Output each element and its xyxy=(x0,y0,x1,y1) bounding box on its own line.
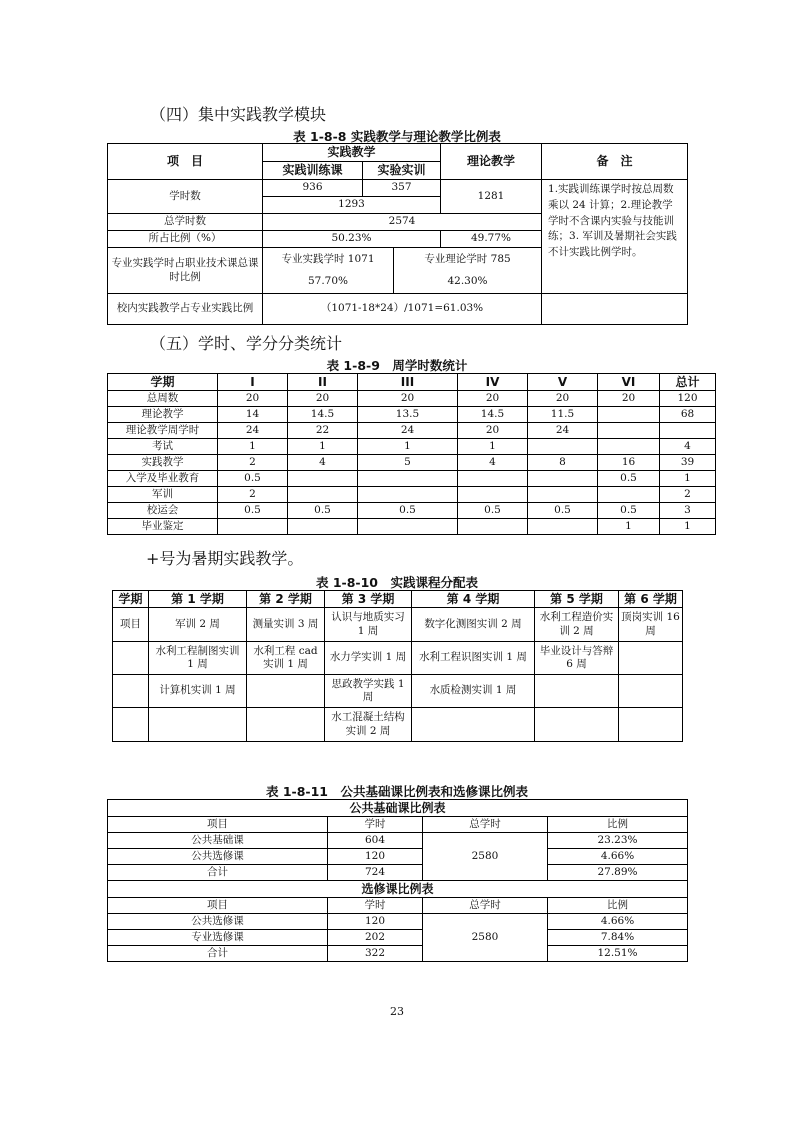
course-cell xyxy=(535,675,619,708)
table-1-8-9-body xyxy=(108,374,716,535)
p1-r3-ratio: 27.89% xyxy=(548,865,688,881)
data-cell xyxy=(288,519,358,535)
course-cell: 毕业设计与答辩 6 周 xyxy=(535,642,619,675)
data-cell: 0.5 xyxy=(218,471,288,487)
data-cell: 20 xyxy=(598,391,660,407)
table-1-8-10-row xyxy=(113,708,683,742)
course-cell xyxy=(619,642,683,675)
course-cell: 数字化测图实训 2 周 xyxy=(412,608,535,642)
data-cell xyxy=(598,487,660,503)
data-cell xyxy=(458,487,528,503)
data-cell xyxy=(458,471,528,487)
p2-total: 2580 xyxy=(423,914,548,962)
data-cell: 0.5 xyxy=(218,503,288,519)
section4-heading: （四）集中实践教学模块 xyxy=(150,105,327,124)
table-1-8-9-row xyxy=(108,471,716,487)
p1-r1-item: 公共基础课 xyxy=(108,833,328,849)
table-1-8-9-row xyxy=(108,391,716,407)
table-1-8-10-body xyxy=(113,591,683,742)
table-1-8-9-row xyxy=(108,455,716,471)
col-total-2: 总学时 xyxy=(423,898,548,914)
row-label xyxy=(113,708,149,742)
row-campus-label: 校内实践教学占专业实践比例 xyxy=(108,294,263,325)
data-cell xyxy=(528,439,598,455)
page-number: 23 xyxy=(390,1005,404,1018)
table-1-8-9-row xyxy=(108,423,716,439)
table-1-8-9-header-row xyxy=(108,374,716,391)
p2-r2-ratio: 7.84% xyxy=(548,930,688,946)
header-cell: II xyxy=(288,374,358,391)
prof-practice-pct: 57.70% xyxy=(263,270,394,293)
table-1-8-10 xyxy=(112,590,683,742)
data-cell: 1 xyxy=(288,439,358,455)
value-total: 2574 xyxy=(263,214,542,231)
data-cell: 39 xyxy=(660,455,716,471)
course-cell xyxy=(412,708,535,742)
p2-r1-hours: 120 xyxy=(328,914,423,930)
course-cell xyxy=(149,708,247,742)
course-cell: 水利工程 cad 实训 1 周 xyxy=(247,642,325,675)
data-cell: 0.5 xyxy=(458,503,528,519)
p2-r3-ratio: 12.51% xyxy=(548,946,688,962)
course-cell xyxy=(535,708,619,742)
data-cell: 1 xyxy=(458,439,528,455)
row-label: 入学及毕业教育 xyxy=(108,471,218,487)
data-cell: 24 xyxy=(528,423,598,439)
row-label xyxy=(113,642,149,675)
prof-split xyxy=(263,248,542,294)
table-1-8-10-caption: 表 1-8-10 实践课程分配表 xyxy=(315,575,479,590)
data-cell: 68 xyxy=(660,407,716,423)
course-cell: 水质检测实训 1 周 xyxy=(412,675,535,708)
header-cell: 总计 xyxy=(660,374,716,391)
course-cell: 水利工程识图实训 1 周 xyxy=(412,642,535,675)
row-label: 校运会 xyxy=(108,503,218,519)
table-1-8-11 xyxy=(107,799,688,962)
header-cell: III xyxy=(358,374,458,391)
table-1-8-10-header-row xyxy=(113,591,683,608)
data-cell: 2 xyxy=(660,487,716,503)
header-item: 项 目 xyxy=(108,144,263,180)
data-cell: 13.5 xyxy=(358,407,458,423)
p1-total: 2580 xyxy=(423,833,548,881)
data-cell: 22 xyxy=(288,423,358,439)
col-total: 总学时 xyxy=(423,817,548,833)
p2-r3-item: 合计 xyxy=(108,946,328,962)
course-cell xyxy=(247,708,325,742)
header-theory: 理论教学 xyxy=(441,144,542,180)
data-cell: 1 xyxy=(358,439,458,455)
data-cell: 5 xyxy=(358,455,458,471)
header-cell: IV xyxy=(458,374,528,391)
part1-title: 公共基础课比例表 xyxy=(108,800,688,817)
data-cell: 4 xyxy=(288,455,358,471)
p1-r2-hours: 120 xyxy=(328,849,423,865)
data-cell xyxy=(528,471,598,487)
header-practice: 实践教学 xyxy=(263,144,441,162)
table-1-8-8 xyxy=(107,143,688,325)
row-ratio-label: 所占比例（%） xyxy=(108,231,263,248)
row-total-label: 总学时数 xyxy=(108,214,263,231)
header-lab: 实验实训 xyxy=(363,162,441,180)
data-cell: 0.5 xyxy=(358,503,458,519)
p2-r1-ratio: 4.66% xyxy=(548,914,688,930)
table-1-8-9-row xyxy=(108,439,716,455)
col-item-2: 项目 xyxy=(108,898,328,914)
header-cell: 第 4 学期 xyxy=(412,591,535,608)
data-cell: 20 xyxy=(288,391,358,407)
data-cell xyxy=(458,519,528,535)
data-cell xyxy=(660,423,716,439)
row-label xyxy=(113,675,149,708)
note-cell: 1.实践训练课学时按总周数乘以 24 计算；2.理论教学学时不含课内实验与技能训练；3. 军训及暑期社会实践不计实践比例学时。 xyxy=(542,180,688,294)
header-cell: 第 2 学期 xyxy=(247,591,325,608)
table-1-8-10-row xyxy=(113,675,683,708)
data-cell: 1 xyxy=(218,439,288,455)
header-cell: VI xyxy=(598,374,660,391)
p2-r3-hours: 322 xyxy=(328,946,423,962)
data-cell: 20 xyxy=(458,391,528,407)
data-cell: 1 xyxy=(660,471,716,487)
data-cell: 2 xyxy=(218,487,288,503)
data-cell: 14.5 xyxy=(288,407,358,423)
data-cell xyxy=(358,519,458,535)
course-cell: 水力学实训 1 周 xyxy=(325,642,412,675)
p2-r1-item: 公共选修课 xyxy=(108,914,328,930)
value-training: 936 xyxy=(263,180,363,197)
value-lab: 357 xyxy=(363,180,441,197)
course-cell: 测量实训 3 周 xyxy=(247,608,325,642)
col-ratio-2: 比例 xyxy=(548,898,688,914)
data-cell xyxy=(528,519,598,535)
data-cell: 20 xyxy=(358,391,458,407)
data-cell: 20 xyxy=(528,391,598,407)
data-cell: 24 xyxy=(218,423,288,439)
header-training: 实践训练课 xyxy=(263,162,363,180)
header-cell: 第 6 学期 xyxy=(619,591,683,608)
col-hours: 学时 xyxy=(328,817,423,833)
value-ratio-theory: 49.77% xyxy=(441,231,542,248)
row-label: 军训 xyxy=(108,487,218,503)
data-cell: 0.5 xyxy=(288,503,358,519)
data-cell: 14.5 xyxy=(458,407,528,423)
data-cell xyxy=(598,407,660,423)
data-cell xyxy=(358,487,458,503)
header-cell: 学期 xyxy=(108,374,218,391)
data-cell: 11.5 xyxy=(528,407,598,423)
course-cell xyxy=(247,675,325,708)
data-cell: 0.5 xyxy=(528,503,598,519)
header-cell: 学期 xyxy=(113,591,149,608)
table-1-8-9-caption: 表 1-8-9 周学时数统计 xyxy=(326,358,468,373)
data-cell: 3 xyxy=(660,503,716,519)
table-1-8-8-caption: 表 1-8-8 实践教学与理论教学比例表 xyxy=(293,129,501,144)
row-label: 毕业鉴定 xyxy=(108,519,218,535)
data-cell xyxy=(598,423,660,439)
data-cell xyxy=(288,471,358,487)
course-cell: 计算机实训 1 周 xyxy=(149,675,247,708)
data-cell: 4 xyxy=(660,439,716,455)
value-campus: （1071-18*24）/1071=61.03% xyxy=(263,294,542,325)
value-practice-total: 1293 xyxy=(263,197,441,214)
section5-footnote: +号为暑期实践教学。 xyxy=(146,549,304,568)
header-note: 备 注 xyxy=(542,144,688,180)
data-cell: 4 xyxy=(458,455,528,471)
row-prof-label: 专业实践学时占职业技术课总课时比例 xyxy=(108,248,263,294)
data-cell: 1 xyxy=(660,519,716,535)
p2-r2-hours: 202 xyxy=(328,930,423,946)
part2-title: 选修课比例表 xyxy=(108,881,688,898)
row-label: 考试 xyxy=(108,439,218,455)
header-cell: I xyxy=(218,374,288,391)
data-cell xyxy=(598,439,660,455)
data-cell xyxy=(218,519,288,535)
course-cell: 顶岗实训 16 周 xyxy=(619,608,683,642)
value-theory: 1281 xyxy=(441,180,542,214)
course-cell xyxy=(619,675,683,708)
table-1-8-9-row xyxy=(108,519,716,535)
data-cell: 1 xyxy=(598,519,660,535)
course-cell: 思政教学实践 1 周 xyxy=(325,675,412,708)
row-label: 理论教学 xyxy=(108,407,218,423)
header-cell: V xyxy=(528,374,598,391)
header-cell: 第 5 学期 xyxy=(535,591,619,608)
prof-theory-label: 专业理论学时 785 xyxy=(424,253,511,265)
data-cell: 20 xyxy=(218,391,288,407)
header-cell: 第 3 学期 xyxy=(325,591,412,608)
row-hours-label: 学时数 xyxy=(108,180,263,214)
empty-note-cell xyxy=(542,294,688,325)
table-1-8-10-row xyxy=(113,608,683,642)
data-cell: 120 xyxy=(660,391,716,407)
data-cell: 20 xyxy=(458,423,528,439)
data-cell xyxy=(358,471,458,487)
section5-heading: （五）学时、学分分类统计 xyxy=(150,334,343,353)
prof-theory-pct: 42.30% xyxy=(447,275,488,287)
p1-r1-hours: 604 xyxy=(328,833,423,849)
course-cell: 水利工程造价实训 2 周 xyxy=(535,608,619,642)
p1-r2-item: 公共选修课 xyxy=(108,849,328,865)
data-cell xyxy=(288,487,358,503)
header-cell: 第 1 学期 xyxy=(149,591,247,608)
col-ratio: 比例 xyxy=(548,817,688,833)
col-hours-2: 学时 xyxy=(328,898,423,914)
row-label: 实践教学 xyxy=(108,455,218,471)
table-1-8-10-row xyxy=(113,642,683,675)
table-1-8-9-row xyxy=(108,487,716,503)
table-1-8-9-row xyxy=(108,407,716,423)
course-cell: 水工混凝土结构实训 2 周 xyxy=(325,708,412,742)
row-label: 理论教学周学时 xyxy=(108,423,218,439)
p1-r1-ratio: 23.23% xyxy=(548,833,688,849)
p1-r2-ratio: 4.66% xyxy=(548,849,688,865)
table-1-8-9-row xyxy=(108,503,716,519)
course-cell xyxy=(619,708,683,742)
course-cell: 军训 2 周 xyxy=(149,608,247,642)
p2-r2-item: 专业选修课 xyxy=(108,930,328,946)
data-cell: 8 xyxy=(528,455,598,471)
data-cell: 2 xyxy=(218,455,288,471)
row-label: 项目 xyxy=(113,608,149,642)
p1-r3-hours: 724 xyxy=(328,865,423,881)
data-cell: 0.5 xyxy=(598,503,660,519)
data-cell: 24 xyxy=(358,423,458,439)
course-cell: 认识与地质实习 1 周 xyxy=(325,608,412,642)
data-cell xyxy=(528,487,598,503)
table-1-8-11-caption: 表 1-8-11 公共基础课比例表和选修课比例表 xyxy=(265,784,529,799)
p1-r3-item: 合计 xyxy=(108,865,328,881)
data-cell: 16 xyxy=(598,455,660,471)
value-ratio-practice: 50.23% xyxy=(263,231,441,248)
data-cell: 0.5 xyxy=(598,471,660,487)
table-1-8-9 xyxy=(107,373,716,535)
data-cell: 14 xyxy=(218,407,288,423)
course-cell: 水利工程制图实训 1 周 xyxy=(149,642,247,675)
col-item: 项目 xyxy=(108,817,328,833)
row-label: 总周数 xyxy=(108,391,218,407)
prof-practice-label: 专业实践学时 1071 xyxy=(263,248,394,270)
